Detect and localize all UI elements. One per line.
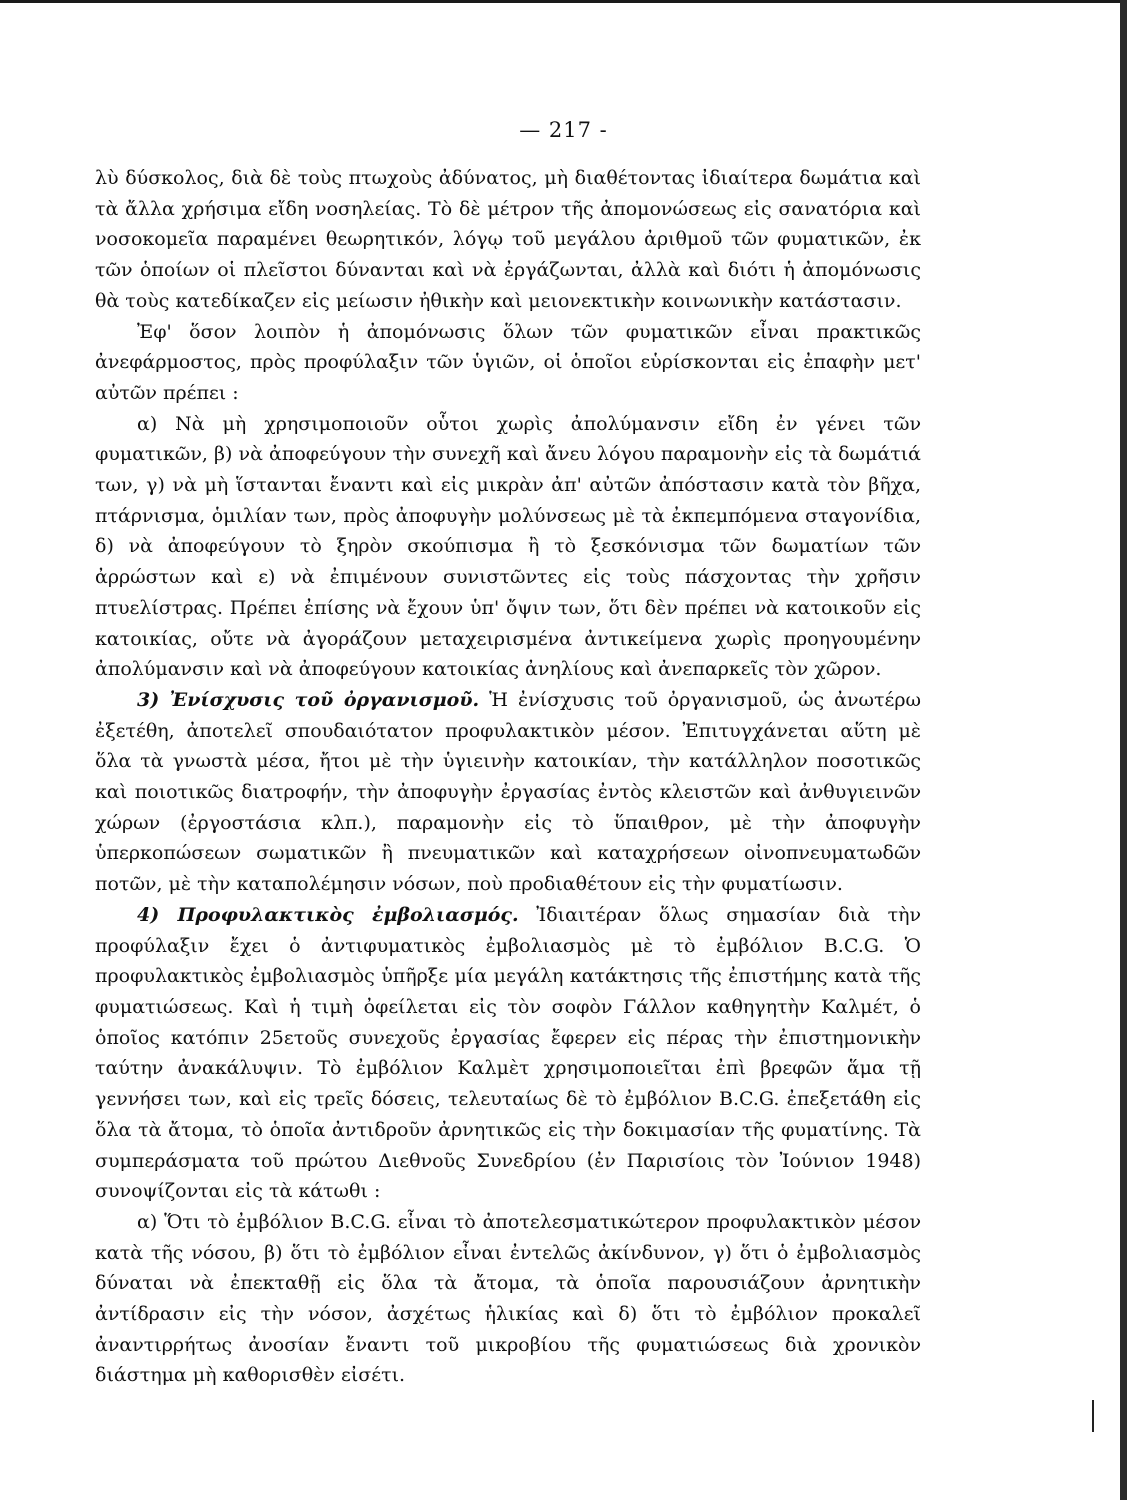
paragraph-precautions-intro: Ἐφ' ὅσον λοιπὸν ἡ ἀπομόνωσις ὅλων τῶν φυματικῶν εἶναι πρακτικῶς ἀνεφάρμοστος, πρὸς προφύλαξιν τῶν ὑγιῶν, οἱ ὁποῖοι εὑρίσκονται εἰς ἐπαφὴν μετ' αὐτῶν πρέπει : — [95, 320, 921, 404]
page-body — [95, 163, 921, 1391]
scan-margin-mark — [1092, 1400, 1094, 1432]
page-number: — 217 - — [519, 118, 608, 142]
paragraph-organism-strengthening — [95, 685, 921, 900]
scan-right-edge — [1120, 0, 1127, 1500]
paragraph-conclusions: α) Ὅτι τὸ ἐμβόλιον B.C.G. εἶναι τὸ ἀποτελεσματικώτερον προφυλακτικὸν μέσον κατὰ τῆς νόσου, β) ὅτι τὸ ἐμβόλιον εἶναι ἐντελῶς ἀκίνδυνον, γ) ὅτι ὁ ἐμβολιασμὸς δύναται νὰ ἐπεκταθῇ εἰς ὅλα τὰ ἄτομα, τὰ ὁποῖα παρουσιάζουν ἀρνητικὴν ἀντίδρασιν εἰς τὴν νόσον, ἀσχέτως ἡλικίας καὶ δ) ὅτι τὸ ἐμβόλιον προκαλεῖ ἀναντιρρήτως ἀνοσίαν ἔναντι τοῦ μικροβίου τῆς φυματιώσεως διὰ χρονικὸν διάστημα μὴ καθορισθὲν εἰσέτι. — [95, 1210, 921, 1387]
section-heading-3: 3) Ἐνίσχυσις τοῦ ὀργανισμοῦ. — [137, 688, 480, 711]
scan-top-edge — [0, 0, 1127, 3]
paragraph-precautions-list: α) Νὰ μὴ χρησιμοποιοῦν οὗτοι χωρὶς ἀπολύμανσιν εἴδη ἐν γένει τῶν φυματικῶν, β) νὰ ἀποφεύγουν τὴν συνεχῆ καὶ ἄνευ λόγου παραμονὴν εἰς τὰ δωμάτιά των, γ) νὰ μὴ ἵστανται ἔναντι καὶ εἰς μικρὰν ἀπ' αὐτῶν ἀπόστασιν κατὰ τὸν βῆχα, πτάρνισμα, ὁμιλίαν των, πρὸς ἀποφυγὴν μολύνσεως μὲ τὰ ἐκπεμπόμενα σταγονίδια, δ) νὰ ἀποφεύγουν τὸ ξηρὸν σκούπισμα ἢ τὸ ξεσκόνισμα τῶν δωματίων τῶν ἀρρώστων καὶ ε) νὰ ἐπιμένουν συνιστῶντες εἰς τοὺς πάσχοντας τὴν χρῆσιν πτυελίστρας. Πρέπει ἐπίσης νὰ ἔχουν ὑπ' ὄψιν των, ὅτι δὲν πρέπει νὰ κατοικοῦν εἰς κατοικίας, οὔτε νὰ ἀγοράζουν μεταχειρισμένα ἀντικείμενα χωρὶς προηγουμένην ἀπολύμανσιν καὶ νὰ ἀποφεύγουν κατοικίας ἀνηλίους καὶ ἀνεπαρκεῖς τὸν χῶρον. — [95, 412, 921, 681]
paragraph-vaccination — [95, 900, 921, 1207]
paragraph-isolation: λὺ δύσκολος, διὰ δὲ τοὺς πτωχοὺς ἀδύνατος, μὴ διαθέτοντας ἰδιαίτερα δωμάτια καὶ τὰ ἄλλα χρήσιμα εἴδη νοσηλείας. Τὸ δὲ μέτρον τῆς ἀπομονώσεως εἰς σανατόρια καὶ νοσοκομεῖα παραμένει θεωρητικόν, λόγῳ τοῦ μεγάλου ἀριθμοῦ τῶν φυματικῶν, ἐκ τῶν ὁποίων οἱ πλεῖστοι δύνανται καὶ νὰ ἐργάζωνται, ἀλλὰ καὶ διότι ἡ ἀπομόνωσις θὰ τοὺς κατεδίκαζεν εἰς μείωσιν ἠθικὴν καὶ μειονεκτικὴν κοινωνικὴν κατάστασιν. — [95, 167, 921, 312]
section-heading-4: 4) Προφυλακτικὸς ἐμβολιασμός. — [137, 903, 519, 926]
section-text-4: Ἰδιαιτέραν ὅλως σημασίαν διὰ τὴν προφύλαξιν ἔχει ὁ ἀντιφυματικὸς ἐμβολιασμὸς μὲ τὸ ἐμβόλιον B.C.G. Ὁ προφυλακτικὸς ἐμβολιασμὸς ὑπῆρξε μία μεγάλη κατάκτησις τῆς ἐπιστήμης κατὰ τῆς φυματιώσεως. Καὶ ἡ τιμὴ ὀφείλεται εἰς τὸν σοφὸν Γάλλον καθηγητὴν Καλμέτ, ὁ ὁποῖος κατόπιν 25ετοῦς συνεχοῦς ἐργασίας ἔφερεν εἰς πέρας τὴν ἐπιστημονικὴν ταύτην ἀνακάλυψιν. Τὸ ἐμβόλιον Καλμὲτ χρησιμοποιεῖται ἐπὶ βρεφῶν ἅμα τῇ γεννήσει των, καὶ εἰς τρεῖς δόσεις, τελευταίως δὲ τὸ ἐμβόλιον B.C.G. ἐπεξετάθη εἰς ὅλα τὰ ἄτομα, τὸ ὁποῖα ἀντιδροῦν ἀρνητικῶς εἰς τὴν δοκιμασίαν τῆς φυματίνης. Τὰ συμπεράσματα τοῦ πρώτου Διεθνοῦς Συνεδρίου (ἐν Παρισίοις τὸν Ἰούνιον 1948) συνοψίζονται εἰς τὰ κάτωθι : — [95, 903, 922, 1203]
section-text-3: Ἡ ἐνίσχυσις τοῦ ὀργανισμοῦ, ὡς ἀνωτέρω ἐξετέθη, ἀποτελεῖ σπουδαιότατον προφυλακτικὸν μέσον. Ἐπιτυγχάνεται αὕτη μὲ ὅλα τὰ γνωστὰ μέσα, ἤτοι μὲ τὴν ὑγιεινὴν κατοικίαν, τὴν κατάλληλον ποσοτικῶς καὶ ποιοτικῶς διατροφήν, τὴν ἀποφυγὴν ἐργασίας ἐντὸς κλειστῶν καὶ ἀνθυγιεινῶν χώρων (ἐργοστάσια κλπ.), παραμονὴν εἰς τὸ ὕπαιθρον, μὲ τὴν ἀποφυγὴν ὑπερκοπώσεων σωματικῶν ἢ πνευματικῶν καὶ καταχρήσεων οἰνοπνευματωδῶν ποτῶν, μὲ τὴν καταπολέμησιν νόσων, ποὺ προδιαθέτουν εἰς τὴν φυματίωσιν. — [95, 688, 921, 896]
